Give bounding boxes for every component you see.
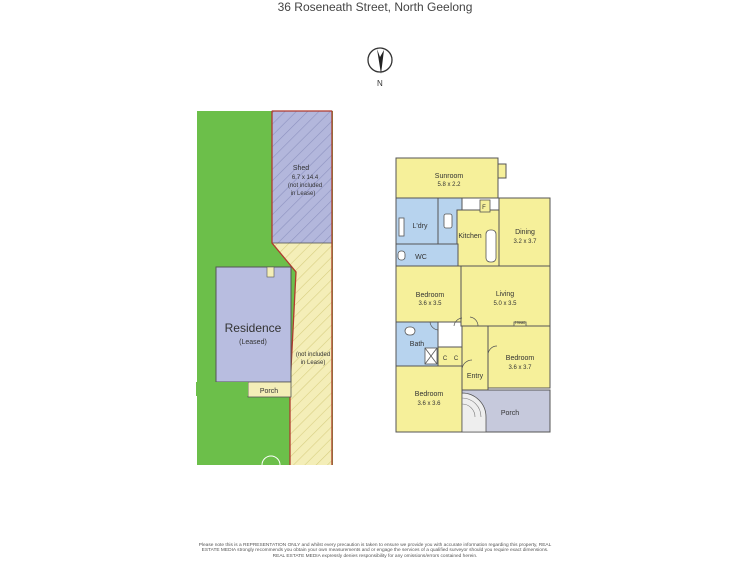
dims-bedroom-1: 3.6 x 3.5 — [418, 301, 442, 307]
label-kitchen: Kitchen — [458, 233, 482, 240]
label-ldry: L'dry — [412, 223, 428, 230]
dims-bedroom-3: 3.6 x 3.6 — [417, 401, 441, 407]
label-living: Living — [495, 291, 515, 298]
label-heat: Heat — [515, 320, 525, 325]
room-entry — [462, 326, 488, 390]
excluded-note-2: in Lease) — [300, 360, 326, 366]
disclaimer: Please note this is a REPRESENTATION ONLY and whilst every precaution is taken to ensure we provide you with accurate information regarding this property, REAL ESTATE MEDIA strongly recommends you obtain your own measurements and or engage the services of a qualified surveyor should you require exact dimensions. REAL ESTATE MEDIA expressly denies responsibility for any omissions/errors contained herein. — [198, 543, 552, 559]
cooktop — [486, 230, 496, 262]
dims-living: 5.0 x 3.5 — [493, 301, 517, 307]
ldry-trough — [399, 218, 404, 236]
dims-bedroom-2: 3.6 x 3.7 — [508, 365, 532, 371]
residence-name: Residence — [224, 321, 282, 335]
sunroom-bay — [498, 164, 506, 178]
dims-sunroom: 5.8 x 2.2 — [437, 182, 461, 188]
room-bedroom-3 — [396, 366, 462, 432]
bath-basin — [405, 327, 415, 335]
label-dining: Dining — [515, 229, 535, 236]
excluded-note-1: (not included — [295, 352, 331, 358]
label-bedroom-1: Bedroom — [415, 292, 445, 299]
residence-note: (Leased) — [239, 339, 267, 346]
residence-notch — [267, 267, 274, 277]
site-porch-label: Porch — [259, 388, 279, 395]
label-bedroom-2: Bedroom — [505, 355, 535, 362]
label-fridge: F — [482, 205, 486, 211]
label-bedroom-3: Bedroom — [414, 391, 444, 398]
shed-note-1: (not included — [287, 183, 323, 189]
north-label: N — [377, 79, 383, 88]
page-title: 36 Roseneath Street, North Geelong — [277, 0, 473, 14]
shed-note-2: in Lease) — [290, 191, 316, 197]
label-entry: Entry — [466, 373, 484, 380]
cupboards — [438, 347, 462, 366]
label-sunroom: Sunroom — [434, 173, 464, 180]
kitchen-sink — [444, 214, 452, 228]
label-bath: Bath — [409, 341, 425, 348]
label-cupboard-a: C — [442, 356, 448, 362]
shed-name: Shed — [292, 165, 310, 172]
label-porch: Porch — [500, 410, 520, 417]
dims-dining: 3.2 x 3.7 — [513, 239, 537, 245]
label-wc: WC — [415, 254, 427, 261]
shed-dims: 6.7 x 14.4 — [291, 175, 319, 181]
label-cupboard-b: C — [453, 356, 459, 362]
wc-toilet — [398, 251, 405, 260]
